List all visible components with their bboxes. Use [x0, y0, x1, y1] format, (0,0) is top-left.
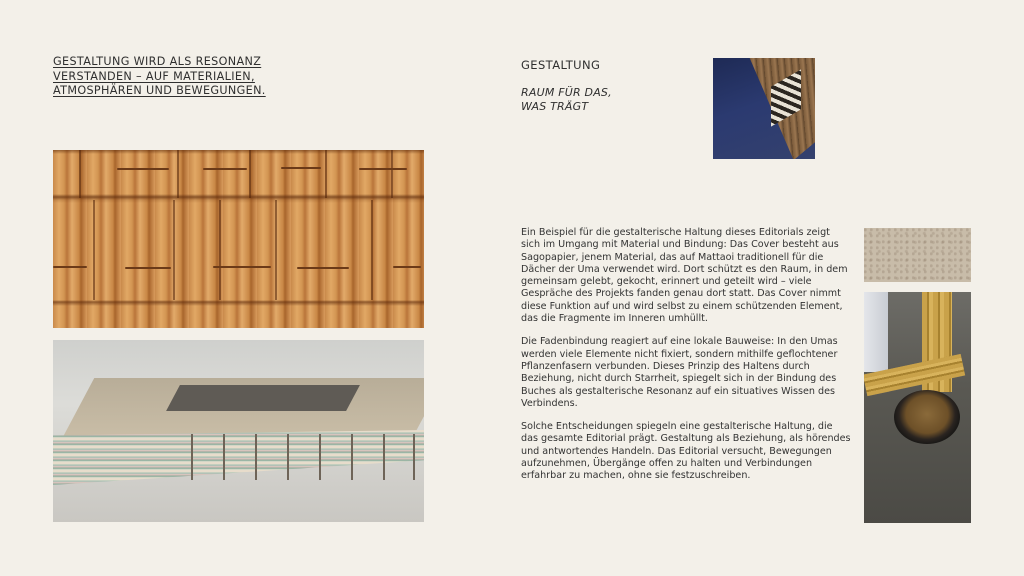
roof-night-photo	[713, 58, 815, 159]
paragraph-1: Ein Beispiel für die gestalterische Haltung dieses Editorials zeigt sich im Umgang mit Material und Bindung: Das Cover besteht aus Sagopapier, jenem Material, das auf Mattaoi traditionell für die Dächer der Uma verwendet wird. Dort schützt es den Raum, in dem gemeinsam gelebt, gekocht, erinnert und geteilt wird – viele Gespräche des Projekts fanden genau dort statt. Das Cover nimmt diese Funktion auf und wird selbst zu einem schützenden Element, das die Fragmente im Inneren umhüllt.	[521, 227, 848, 325]
body-text	[521, 227, 851, 494]
section-label: GESTALTUNG	[521, 58, 601, 72]
bamboo-bowl-photo	[864, 292, 971, 523]
thatch-photo	[53, 150, 424, 328]
section-subtitle: RAUM FÜR DAS, WAS TRÄGT	[521, 86, 612, 113]
sago-paper-photo	[864, 228, 971, 282]
paragraph-3: Solche Entscheidungen spiegeln eine gestalterische Haltung, die das gesamte Editorial prägt. Gestaltung als Beziehung, als hörendes und antwortendes Handeln. Das Editorial versucht, Bewegungen aufzunehmen, Übergänge offen zu halten und Verbindungen erfahrbar zu machen, ohne sie festzuschreiben.	[521, 421, 851, 482]
paragraph-2: Die Fadenbindung reagiert auf eine lokale Bauweise: In den Umas werden viele Elemente nicht fixiert, sondern mithilfe geflochtener Pflanzenfasern verbunden. Dieses Prinzip des Haltens durch Beziehung, nicht durch Starrheit, spiegelt sich in der Bindung des Buches als gestalterische Resonanz auf ein situatives Wissen des Verbindens.	[521, 336, 838, 409]
page-headline: GESTALTUNG WIRD ALS RESONANZ VERSTANDEN – AUF MATERIALIEN, ATMOSPHÄREN UND BEWEGUNGEN.	[53, 55, 266, 97]
book-binding-photo	[53, 340, 424, 522]
